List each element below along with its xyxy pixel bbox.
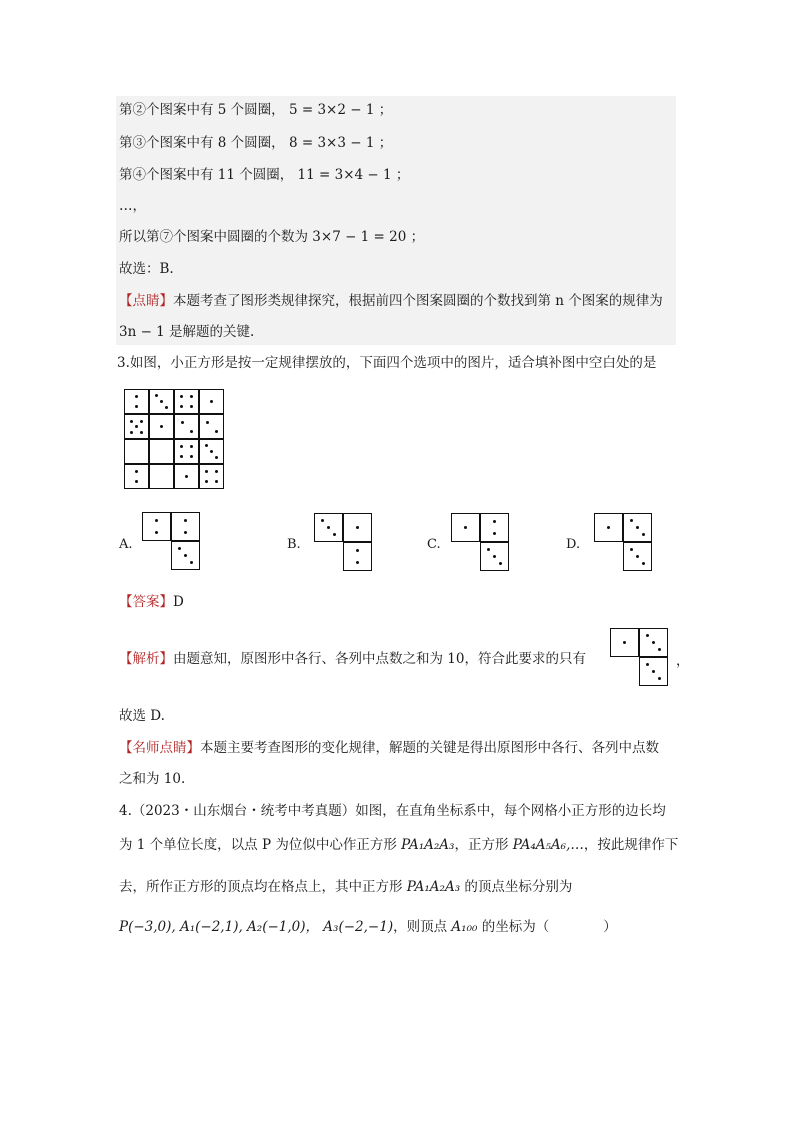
dot [493, 555, 496, 558]
dot [190, 445, 193, 448]
dot [493, 532, 496, 535]
q4-text-a: 为 1 个单位长度，以点 P 为位似中心作正方形 [119, 837, 402, 853]
dot [184, 554, 187, 557]
dot [190, 430, 193, 433]
dot [190, 395, 193, 398]
q4-text-c: ，正方形 [454, 837, 513, 853]
dot [155, 394, 158, 397]
dot [464, 526, 467, 529]
option-d-figure [594, 513, 654, 573]
option-box [142, 512, 171, 541]
option-c-figure [451, 513, 511, 573]
dot [135, 480, 138, 483]
dot [160, 400, 163, 403]
answer-value: D [173, 594, 184, 610]
dot [356, 561, 359, 564]
teacher-comment-text: 本题主要考查图形的变化规律，解题的关键是得出原图形中各行、各列中点数 [200, 740, 659, 756]
dot [135, 395, 138, 398]
dot [135, 425, 138, 428]
solution-line-6: 故选：B. [119, 261, 174, 277]
dot [652, 670, 655, 673]
question-4-line-1: 4.（2023・山东烟台・统考中考真题）如图，在直角坐标系中，每个网格小正方形的边长均 [119, 803, 666, 819]
dot [607, 526, 610, 529]
option-d-label: D. [566, 537, 581, 552]
dot [356, 526, 359, 529]
solution-line-1: 第②个图案中有 5 个圆圈， 5 = 3×2 − 1 ； [119, 102, 393, 118]
analysis-figure [610, 628, 670, 688]
dot [215, 470, 218, 473]
dot [210, 400, 213, 403]
choose-line: 故选 D. [119, 708, 165, 724]
answer-line [119, 592, 184, 612]
dot [184, 531, 187, 534]
teacher-comment-tag: 【名师点睛】 [119, 740, 200, 756]
option-box [171, 512, 200, 541]
option-box [480, 513, 509, 542]
dot [215, 430, 218, 433]
dot [205, 444, 208, 447]
dot [180, 405, 183, 408]
grid-cell [174, 414, 199, 439]
dot [327, 526, 330, 529]
q4-vertex: A₁₀₀ [451, 919, 478, 935]
option-c-label: C. [427, 537, 441, 552]
question-4-line-2 [119, 835, 678, 855]
analysis-line [119, 649, 586, 669]
q4-square-3: PA₁A₂A₃ [406, 879, 461, 895]
comment-text: 本题考查了图形类规律探究，根据前四个图案圆圈的个数找到第 n 个图案的规律为 [173, 293, 663, 309]
question-4-line-3 [119, 877, 572, 897]
analysis-text: 由题意知，原图形中各行、各列中点数之和为 10，符合此要求的只有 [173, 651, 586, 667]
dot [178, 547, 181, 550]
comment-line-2: 3n − 1 是解题的关键. [119, 324, 255, 340]
question-4-line-4 [119, 917, 617, 937]
grid-cell [199, 464, 224, 489]
dot [636, 555, 639, 558]
solution-line-4: …， [119, 198, 146, 214]
q4-text-3c: 的顶点坐标分别为 [460, 879, 573, 895]
dot [321, 519, 324, 522]
dot [190, 455, 193, 458]
solution-line-2: 第③个图案中有 8 个圆圈， 8 = 3×3 − 1 ； [119, 135, 393, 151]
comment-line-1 [119, 291, 663, 311]
dot [140, 431, 143, 434]
dot [646, 634, 649, 637]
dot [210, 450, 213, 453]
grid-cell [124, 464, 149, 489]
dot [185, 475, 188, 478]
grid-cell [149, 464, 174, 489]
dot [190, 405, 193, 408]
q4-text-e: ，按此规律作下 [583, 837, 679, 853]
dot [206, 421, 209, 424]
dot [130, 420, 133, 423]
teacher-comment-2: 之和为 10. [119, 771, 186, 787]
option-b-label: B. [287, 537, 301, 552]
dot [623, 641, 626, 644]
dot [180, 455, 183, 458]
option-a-figure [142, 512, 202, 572]
question-3: 3.如图，小正方形是按一定规律摆放的，下面四个选项中的图片，适合填补图中空白处的是 [117, 355, 657, 371]
analysis-end: ， [676, 653, 690, 669]
grid-cell [149, 439, 174, 464]
answer-tag: 【答案】 [119, 594, 173, 610]
q4-text-4e: 的坐标为（ ） [477, 919, 617, 935]
option-b-figure [314, 513, 374, 573]
q4-square-1: PA₁A₂A₃ [401, 837, 455, 853]
solution-line-3: 第④个图案中有 11 个圆圈， 11 = 3×4 − 1 ； [119, 167, 410, 183]
option-box [343, 542, 372, 571]
solution-line-5: 所以第⑦个图案中圆圈的个数为 3×7 − 1 = 20 ； [119, 229, 425, 245]
comment-tag: 【点睛】 [119, 293, 173, 309]
grid-cell [174, 439, 199, 464]
dot [135, 405, 138, 408]
pattern-grid [124, 389, 224, 489]
dot [636, 526, 639, 529]
q4-coords-2: ， A₃(−2,−1) [305, 919, 394, 935]
dot [155, 531, 158, 534]
q4-text-3a: 去，所作正方形的顶点均在格点上，其中正方形 [119, 879, 407, 895]
dot [135, 470, 138, 473]
q4-square-2: PA₄A₅A₆,… [512, 837, 584, 853]
dot [140, 420, 143, 423]
dot [181, 421, 184, 424]
option-a-label: A. [119, 537, 133, 552]
dot [215, 480, 218, 483]
analysis-tag: 【解析】 [119, 651, 173, 667]
dot [630, 519, 633, 522]
grid-cell [199, 414, 224, 439]
dot [630, 548, 633, 551]
dot [160, 425, 163, 428]
grid-cell [124, 439, 149, 464]
dot [652, 641, 655, 644]
grid-cell [174, 389, 199, 414]
grid-cell [124, 389, 149, 414]
q4-text-4c: ，则顶点 [393, 919, 452, 935]
dot [180, 445, 183, 448]
dot [487, 548, 490, 551]
q4-coords-1: P(−3,0), A₁(−2,1), A₂(−1,0) [119, 919, 306, 935]
dot [205, 480, 208, 483]
dot [130, 431, 133, 434]
dot [205, 470, 208, 473]
teacher-comment-1 [119, 738, 659, 758]
dot [646, 663, 649, 666]
dot [180, 395, 183, 398]
